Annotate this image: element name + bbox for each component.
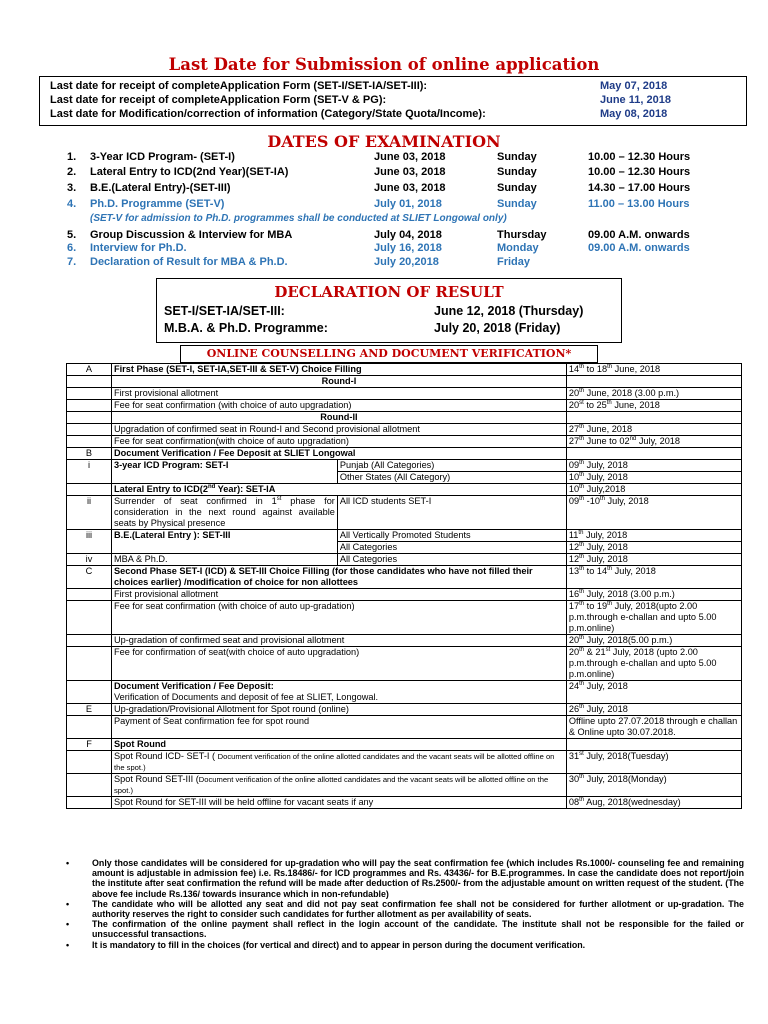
notes-list xyxy=(66,858,744,950)
cell: 08th Aug, 2018(wednesday) xyxy=(566,797,741,809)
cell: 09th -10th July, 2018 xyxy=(566,496,741,530)
cell: 11th July, 2018 xyxy=(566,530,741,542)
cell: 12th July, 2018 xyxy=(566,554,741,566)
table-row xyxy=(67,739,742,751)
cell: Other States (All Category) xyxy=(337,472,566,484)
result-box xyxy=(156,278,622,343)
note-item xyxy=(66,919,744,939)
counselling-title: ONLINE COUNSELLING AND DOCUMENT VERIFICATION* xyxy=(180,345,598,363)
cell: First provisional allotment xyxy=(112,388,567,400)
submission-date: May 08, 2018 xyxy=(600,108,668,120)
cell: First Phase (SET-I, SET-IA,SET-III & SET-V) Choice Filling xyxy=(112,364,567,376)
table-row xyxy=(67,681,742,704)
cell: Second Phase SET-I (ICD) & SET-III Choice Filling (for those candidates who have not filled their choices earlier) /modification of choice for non allottees xyxy=(112,566,567,589)
cell: 20st to 25th June, 2018 xyxy=(566,400,741,412)
note-item xyxy=(66,899,744,919)
exam-name: Declaration of Result for MBA & Ph.D. xyxy=(90,256,288,268)
result-label: M.B.A. & Ph.D. Programme: xyxy=(164,321,328,335)
note-text: It is mandatory to fill in the choices (for vertical and direct) and to appear in person during the document verification. xyxy=(92,939,586,950)
exam-name: Lateral Entry to ICD(2nd Year)(SET-IA) xyxy=(90,166,289,178)
cell: 3-year ICD Program: SET-I xyxy=(112,460,338,484)
cell: Up-gradation/Provisional Allotment for Spot round (online) xyxy=(112,704,567,716)
exam-day: Friday xyxy=(497,256,531,268)
exam-date: June 03, 2018 xyxy=(374,166,446,178)
submission-row xyxy=(50,108,668,121)
submission-title: Last Date for Submission of online application xyxy=(168,55,600,74)
cell: 31st July, 2018(Tuesday) xyxy=(566,751,741,774)
section-label: i xyxy=(67,460,112,484)
table-row xyxy=(67,484,742,496)
section-label: E xyxy=(67,704,112,716)
exam-no: 2. xyxy=(67,166,77,178)
exam-name: Ph.D. Programme (SET-V) xyxy=(90,198,225,210)
cell: Spot Round ICD- SET-I ( Document verification of the online allotted candidates and the vacant seats will be allotted offline on the spot.) xyxy=(112,751,567,774)
section-label: ii xyxy=(67,496,112,530)
exam-no: 7. xyxy=(67,256,77,268)
cell: Fee for seat confirmation (with choice of auto up-gradation) xyxy=(112,601,567,635)
exam-no: 4. xyxy=(67,198,77,210)
table-row xyxy=(67,589,742,601)
table-row xyxy=(67,716,742,739)
note-item xyxy=(66,940,744,950)
table-row xyxy=(67,364,742,376)
table-row xyxy=(67,530,742,542)
table-row xyxy=(67,388,742,400)
exam-no: 1. xyxy=(67,151,77,163)
table-row xyxy=(67,400,742,412)
table-row xyxy=(67,496,742,530)
cell: All Vertically Promoted Students xyxy=(337,530,566,542)
exam-time: 09.00 A.M. onwards xyxy=(588,229,690,241)
cell: 24th July, 2018 xyxy=(566,681,741,704)
cell: Spot Round SET-III (Document verification of the online allotted candidates and the vacant seats will be allotted offline on the spot.) xyxy=(112,774,567,797)
exam-day: Sunday xyxy=(497,166,537,178)
section-label: F xyxy=(67,739,112,751)
cell: 09th July, 2018 xyxy=(566,460,741,472)
cell: Lateral Entry to ICD(2nd Year): SET-IA xyxy=(112,484,567,496)
cell: First provisional allotment xyxy=(112,589,567,601)
submission-row xyxy=(50,94,671,107)
submission-date: May 07, 2018 xyxy=(600,80,668,92)
cell: 12th July, 2018 xyxy=(566,542,741,554)
exam-name: B.E.(Lateral Entry)-(SET-III) xyxy=(90,182,231,194)
submission-label: Last date for Modification/correction of information (Category/State Quota/Income): xyxy=(50,108,486,120)
table-row xyxy=(67,460,742,472)
section-label: iv xyxy=(67,554,112,566)
table-row xyxy=(67,554,742,566)
cell: 16th July, 2018 (3.00 p.m.) xyxy=(566,589,741,601)
counselling-table xyxy=(66,363,742,809)
exam-name: 3-Year ICD Program- (SET-I) xyxy=(90,151,235,163)
cell: B.E.(Lateral Entry ): SET-III xyxy=(112,530,338,554)
result-date: June 12, 2018 (Thursday) xyxy=(434,304,584,318)
cell: 10th July, 2018 xyxy=(566,472,741,484)
table-row xyxy=(67,635,742,647)
exam-day: Sunday xyxy=(497,182,537,194)
submission-box xyxy=(39,76,747,126)
exam-no: 6. xyxy=(67,242,77,254)
table-row xyxy=(67,448,742,460)
result-title: DECLARATION OF RESULT xyxy=(274,283,504,301)
cell: 20th July, 2018(5.00 p.m.) xyxy=(566,635,741,647)
note-text: The candidate who will be allotted any seat and did not pay seat confirmation fee shall not be considered for further allotment or up-gradation. The authority reserves the right to consider such candidates for further allotment as per availability of seats. xyxy=(92,898,744,920)
exam-time: 10.00 – 12.30 Hours xyxy=(588,166,691,178)
table-row xyxy=(67,774,742,797)
cell: Upgradation of confirmed seat in Round-I and Second provisional allotment xyxy=(112,424,567,436)
result-date: July 20, 2018 (Friday) xyxy=(434,321,561,335)
cell: Spot Round xyxy=(112,739,567,751)
cell: Offline upto 27.07.2018 through e challan & Online upto 30.07.2018. xyxy=(566,716,741,739)
note-text: The confirmation of the online payment shall reflect in the login account of the candidate. The institute shall not be responsible for the failed or unsuccessful transactions. xyxy=(92,919,744,940)
section-label: C xyxy=(67,566,112,589)
exam-date: June 03, 2018 xyxy=(374,182,446,194)
exam-no: 5. xyxy=(67,229,77,241)
section-label: A xyxy=(67,364,112,376)
result-label: SET-I/SET-IA/SET-III: xyxy=(164,304,285,318)
exam-name: Interview for Ph.D. xyxy=(90,242,187,254)
bullet-icon: • xyxy=(66,939,70,950)
cell: All Categories xyxy=(337,554,566,566)
cell: 27th June, 2018 xyxy=(566,424,741,436)
cell: 26th July, 2018 xyxy=(566,704,741,716)
cell: Payment of Seat confirmation fee for spot round xyxy=(112,716,567,739)
note-text: Only those candidates will be considered for up-gradation who will pay the seat confirmation fee (which includes Rs.1000/- counseling fee and remaining amount is adjustable in admission fee) i.e. Rs.18486/- for ICD programmes and Rs. 43436/- for B.E.programmes. In case the candidate does not report/join the institute after seat confirmation the refund will be made after deduction of Rs.2500/- from the adjustable amount on written request of the student. (The above fee include Rs.136/ towards insurance which in non-refundable) xyxy=(92,858,744,899)
table-row xyxy=(67,566,742,589)
cell: Fee for seat confirmation (with choice of auto upgradation) xyxy=(112,400,567,412)
exam-time: 10.00 – 12.30 Hours xyxy=(588,151,691,163)
table-row xyxy=(67,751,742,774)
exam-name: Group Discussion & Interview for MBA xyxy=(90,229,293,241)
cell: 17th to 19th July, 2018(upto 2.00 p.m.through e-challan and upto 5.00 p.m.online) xyxy=(566,601,741,635)
cell: MBA & Ph.D. xyxy=(112,554,338,566)
table-row xyxy=(67,412,742,424)
cell: Fee for seat confirmation(with choice of auto upgradation) xyxy=(112,436,567,448)
submission-row xyxy=(50,80,668,93)
exam-time: 09.00 A.M. onwards xyxy=(588,242,690,254)
exam-note: (SET-V for admission to Ph.D. programmes shall be conducted at SLIET Longowal only) xyxy=(90,213,507,224)
exam-title: DATES OF EXAMINATION xyxy=(267,132,501,151)
submission-date: June 11, 2018 xyxy=(600,94,671,106)
bullet-icon: • xyxy=(66,858,70,868)
cell: Round-I xyxy=(112,376,567,388)
cell: Document Verification / Fee Deposit: Verification of Documents and deposit of fee at SLIET, Longowal. xyxy=(112,681,567,704)
cell: All Categories xyxy=(337,542,566,554)
table-row xyxy=(67,797,742,809)
table-row xyxy=(67,704,742,716)
note-item xyxy=(66,858,744,899)
bullet-icon: • xyxy=(66,898,70,909)
cell: All ICD students SET-I xyxy=(337,496,566,530)
exam-date: July 01, 2018 xyxy=(374,198,442,210)
cell: Fee for confirmation of seat(with choice of auto upgradation) xyxy=(112,647,567,681)
table-row xyxy=(67,424,742,436)
exam-day: Sunday xyxy=(497,198,537,210)
table-row xyxy=(67,376,742,388)
cell: Up-gradation of confirmed seat and provisional allotment xyxy=(112,635,567,647)
exam-date: July 20,2018 xyxy=(374,256,439,268)
cell: Punjab (All Categories) xyxy=(337,460,566,472)
table-row xyxy=(67,436,742,448)
cell: 13th to 14th July, 2018 xyxy=(566,566,741,589)
cell: 27th June to 02nd July, 2018 xyxy=(566,436,741,448)
exam-day: Thursday xyxy=(497,229,547,241)
bullet-icon: • xyxy=(66,919,70,930)
cell: 20th & 21st July, 2018 (upto 2.00 p.m.through e-challan and upto 5.00 p.m.online) xyxy=(566,647,741,681)
exam-no: 3. xyxy=(67,182,77,194)
table-row xyxy=(67,601,742,635)
cell: Round-II xyxy=(112,412,567,424)
cell: 14th to 18th June, 2018 xyxy=(566,364,741,376)
cell: Surrender of seat confirmed in 1st phase for consideration in the next round against available seats by Physical presence xyxy=(112,496,338,530)
exam-date: June 03, 2018 xyxy=(374,151,446,163)
exam-date: July 04, 2018 xyxy=(374,229,442,241)
exam-time: 14.30 – 17.00 Hours xyxy=(588,182,691,194)
exam-day: Monday xyxy=(497,242,539,254)
exam-time: 11.00 – 13.00 Hours xyxy=(588,198,690,210)
section-label: iii xyxy=(67,530,112,554)
exam-date: July 16, 2018 xyxy=(374,242,442,254)
cell: 30th July, 2018(Monday) xyxy=(566,774,741,797)
submission-label: Last date for receipt of completeApplication Form (SET-V & PG): xyxy=(50,94,387,106)
cell: 10th July,2018 xyxy=(566,484,741,496)
table-row xyxy=(67,647,742,681)
cell: 20th June, 2018 (3.00 p.m.) xyxy=(566,388,741,400)
exam-day: Sunday xyxy=(497,151,537,163)
cell: Spot Round for SET-III will be held offline for vacant seats if any xyxy=(112,797,567,809)
cell: Document Verification / Fee Deposit at SLIET Longowal xyxy=(112,448,567,460)
submission-label: Last date for receipt of completeApplication Form (SET-I/SET-IA/SET-III): xyxy=(50,80,428,92)
section-label: B xyxy=(67,448,112,460)
